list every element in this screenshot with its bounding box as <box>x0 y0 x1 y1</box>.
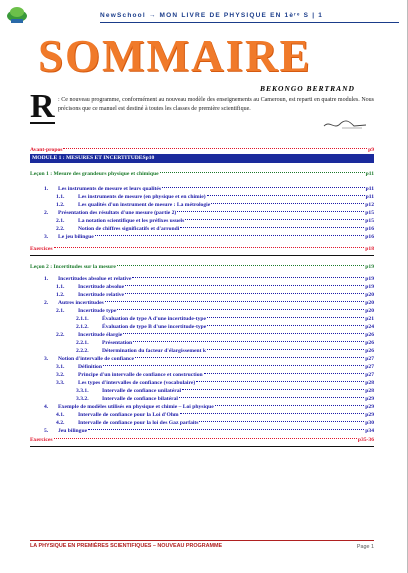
toc-entry[interactable] <box>30 283 374 291</box>
toc-entry-number: 4.2. <box>56 420 65 426</box>
toc-entry[interactable] <box>30 331 374 339</box>
toc-entry-page: p27 <box>365 356 374 362</box>
toc-entry-page: p27 <box>365 372 374 378</box>
toc-entry-label: Incertitude absolue <box>78 284 125 290</box>
toc-page: p11 <box>365 171 374 177</box>
toc-entry-page: p11 <box>365 194 374 200</box>
toc-entry-label: Les instruments de mesure et leurs qualités <box>58 186 162 192</box>
toc-label: Leçon 2 : Incertitudes sur la mesure <box>30 264 116 270</box>
toc-entry-number: 2.2. <box>56 332 65 338</box>
toc-entry-number: 1.1. <box>56 284 65 290</box>
toc-entry-number: 3. <box>44 356 49 362</box>
toc-entry-page: p29 <box>365 404 374 410</box>
toc-label: Leçon 1 : Mesure des grandeurs physique et chimique <box>30 171 159 177</box>
toc-entry[interactable] <box>30 419 374 427</box>
toc-entry-page: p26 <box>365 340 374 346</box>
toc-entry-number: 3.3.2. <box>76 396 89 402</box>
page-footer <box>30 540 374 549</box>
toc-entry-label: Jeu bilingue <box>58 428 88 434</box>
toc-entry-label: Intervalle de confiance pour la loi des Gaz parfaits <box>78 420 199 426</box>
toc-page: p18 <box>365 246 374 252</box>
page-title: SOMMAIRE <box>38 31 312 81</box>
toc-entry[interactable] <box>30 185 374 193</box>
toc-exercices-1[interactable] <box>30 245 374 253</box>
toc-entry-page: p26 <box>365 332 374 338</box>
toc-entry-label: Intervalle de confiance pour la Loi d'Ohm <box>78 412 179 418</box>
footer-page-number: Page 1 <box>356 544 374 550</box>
toc-entry[interactable] <box>30 233 374 241</box>
footer-title: LA PHYSIQUE EN PREMIÈRES SCIENTIFIQUES – NOUVEAU PROGRAMME <box>30 543 223 549</box>
toc-entry-page: p28 <box>365 380 374 386</box>
toc-avant-propos[interactable] <box>30 146 374 154</box>
toc-entry-label: La notation scientifique et les préfixes usuels <box>78 218 185 224</box>
toc-entry-label: Évaluation de type A d'une incertitude-type <box>102 316 206 322</box>
toc-entry[interactable] <box>30 291 374 299</box>
toc-entry-page: p30 <box>365 420 374 426</box>
toc-entry-number: 1.2. <box>56 292 65 298</box>
toc-entry-page: p15 <box>365 210 374 216</box>
toc-entry-page: p29 <box>365 412 374 418</box>
toc-entry-label: Notion de chiffres significatifs et d'arrondi <box>78 226 180 232</box>
toc-module-1[interactable] <box>30 154 374 163</box>
toc-label: Exercices <box>30 246 53 252</box>
lecon-1-items <box>30 185 374 241</box>
toc-entry[interactable] <box>30 427 374 435</box>
toc-entry-label: Intervalle de confiance unilatéral <box>102 388 182 394</box>
toc-entry[interactable] <box>30 193 374 201</box>
toc-entry-label: Présentation des résultats d'une mesure (partie 2) <box>58 210 177 216</box>
toc-entry[interactable] <box>30 201 374 209</box>
toc-entry-label: Notion d'intervalle de confiance <box>58 356 134 362</box>
toc-entry-number: 3.3.1. <box>76 388 89 394</box>
toc-lecon-2[interactable] <box>30 263 374 271</box>
toc-entry-number: 2. <box>44 210 49 216</box>
toc-entry-label: Principe d'un intervalle de confiance et construction <box>78 372 203 378</box>
toc-entry-label: Les types d'intervalles de confiance (vocabulaire) <box>78 380 196 386</box>
intro-paragraph: : Ce nouveau programme, conformément au nouveau modèle des enseignements au Cameroun, est reparti en quatre modules. Nous précisons que ce manuel est destiné à toutes les classes de première scientifique. <box>58 97 374 112</box>
toc-label: Exercices <box>30 437 53 443</box>
toc-entry-number: 3.1. <box>56 364 65 370</box>
toc-entry-number: 2. <box>44 300 49 306</box>
dropcap-letter: R <box>30 88 55 125</box>
toc-entry-page: p16 <box>365 234 374 240</box>
toc-entry[interactable] <box>30 307 374 315</box>
toc-entry-number: 2.1. <box>56 308 65 314</box>
toc-entry[interactable] <box>30 347 374 355</box>
toc-entry-page: p19 <box>365 276 374 282</box>
toc-entry-page: p12 <box>365 202 374 208</box>
toc-lecon-1[interactable] <box>30 170 374 178</box>
toc-entry-label: Exemple de modèles utilisés en physique et chimie – Loi physique <box>58 404 214 410</box>
toc-entry-page: p19 <box>365 284 374 290</box>
toc-entry-number: 2.1.2. <box>76 324 89 330</box>
author-name: BEKONGO BERTRAND <box>260 84 355 93</box>
toc-entry[interactable] <box>30 217 374 225</box>
toc-entry[interactable] <box>30 387 374 395</box>
toc-entry-number: 2.2.1. <box>76 340 89 346</box>
toc-entry-label: Présentation <box>102 340 133 346</box>
toc-entry-label: Les instruments de mesure (en physique et en chimie) <box>78 194 206 200</box>
toc-entry-label: Les qualités d'un instrument de mesure : La métrologie <box>78 202 211 208</box>
toc-entry-label: Détermination du facteur d'élargissement k <box>102 348 206 354</box>
toc-entry-number: 2.1.1. <box>76 316 89 322</box>
section-divider <box>30 446 374 447</box>
toc-entry[interactable] <box>30 339 374 347</box>
toc-entry-number: 1. <box>44 186 49 192</box>
toc-entry-page: p20 <box>365 308 374 314</box>
toc-entry-label: Incertitudes absolue et relative <box>58 276 132 282</box>
toc-entry[interactable] <box>30 315 374 323</box>
toc-entry-page: p15 <box>365 218 374 224</box>
toc-entry[interactable] <box>30 225 374 233</box>
toc-exercices-2[interactable] <box>30 436 374 444</box>
toc-entry-page: p11 <box>365 186 374 192</box>
table-of-contents <box>30 146 374 448</box>
toc-entry[interactable] <box>30 275 374 283</box>
toc-entry-label: Autres incertitudes <box>58 300 104 306</box>
toc-entry-number: 1.1. <box>56 194 65 200</box>
toc-entry-page: p16 <box>365 226 374 232</box>
header-divider <box>100 22 399 23</box>
toc-entry-page: p27 <box>365 364 374 370</box>
toc-entry-label: Évaluation de type B d'une incertitude-type <box>102 324 207 330</box>
toc-entry-label: Incertitude élargie <box>78 332 123 338</box>
signature-image <box>322 116 370 132</box>
toc-entry-number: 4. <box>44 404 49 410</box>
toc-page: p35-36 <box>357 437 374 443</box>
toc-page: p10 <box>145 155 155 161</box>
toc-entry[interactable] <box>30 395 374 403</box>
toc-entry-label: Le jeu bilingue <box>58 234 94 240</box>
toc-entry-number: 1. <box>44 276 49 282</box>
toc-entry[interactable] <box>30 355 374 363</box>
toc-entry-label: Incertitude relative <box>78 292 125 298</box>
toc-entry[interactable] <box>30 299 374 307</box>
toc-entry-number: 2.2. <box>56 226 65 232</box>
toc-entry-page: p29 <box>365 396 374 402</box>
toc-entry[interactable] <box>30 379 374 387</box>
section-divider <box>30 255 374 256</box>
toc-entry-label: Intervalle de confiance bilatéral <box>102 396 178 402</box>
toc-entry-page: p21 <box>365 316 374 322</box>
toc-entry-number: 4.1. <box>56 412 65 418</box>
lecon-2-items <box>30 275 374 435</box>
toc-entry-label: Incertitude type <box>78 308 117 314</box>
toc-entry-page: p34 <box>365 428 374 434</box>
toc-entry-number: 3. <box>44 234 49 240</box>
toc-entry-number: 5. <box>44 428 49 434</box>
toc-entry-number: 3.3. <box>56 380 65 386</box>
toc-entry-page: p26 <box>365 348 374 354</box>
toc-entry-number: 3.2. <box>56 372 65 378</box>
toc-entry-page: p28 <box>365 388 374 394</box>
toc-entry-number: 1.2. <box>56 202 65 208</box>
toc-entry[interactable] <box>30 323 374 331</box>
toc-entry[interactable] <box>30 411 374 419</box>
toc-entry-page: p20 <box>365 292 374 298</box>
toc-entry-number: 2.1. <box>56 218 65 224</box>
toc-label: MODULE 1 : MESURES ET INCERTITUDES <box>32 155 146 161</box>
toc-entry[interactable] <box>30 371 374 379</box>
toc-entry[interactable] <box>30 209 374 217</box>
toc-entry-page: p24 <box>365 324 374 330</box>
toc-entry[interactable] <box>30 363 374 371</box>
toc-entry-number: 2.2.2. <box>76 348 89 354</box>
toc-entry-page: p20 <box>365 300 374 306</box>
toc-entry[interactable] <box>30 403 374 411</box>
toc-entry-label: Définition <box>78 364 102 370</box>
newschool-logo <box>5 3 29 25</box>
toc-page: p19 <box>365 264 374 270</box>
toc-label: Avant-propos <box>30 147 63 153</box>
header-title: NewSchool → MON LIVRE DE PHYSIQUE EN 1èʳᵉ S | 1 <box>100 12 324 19</box>
toc-page: p9 <box>368 147 374 153</box>
